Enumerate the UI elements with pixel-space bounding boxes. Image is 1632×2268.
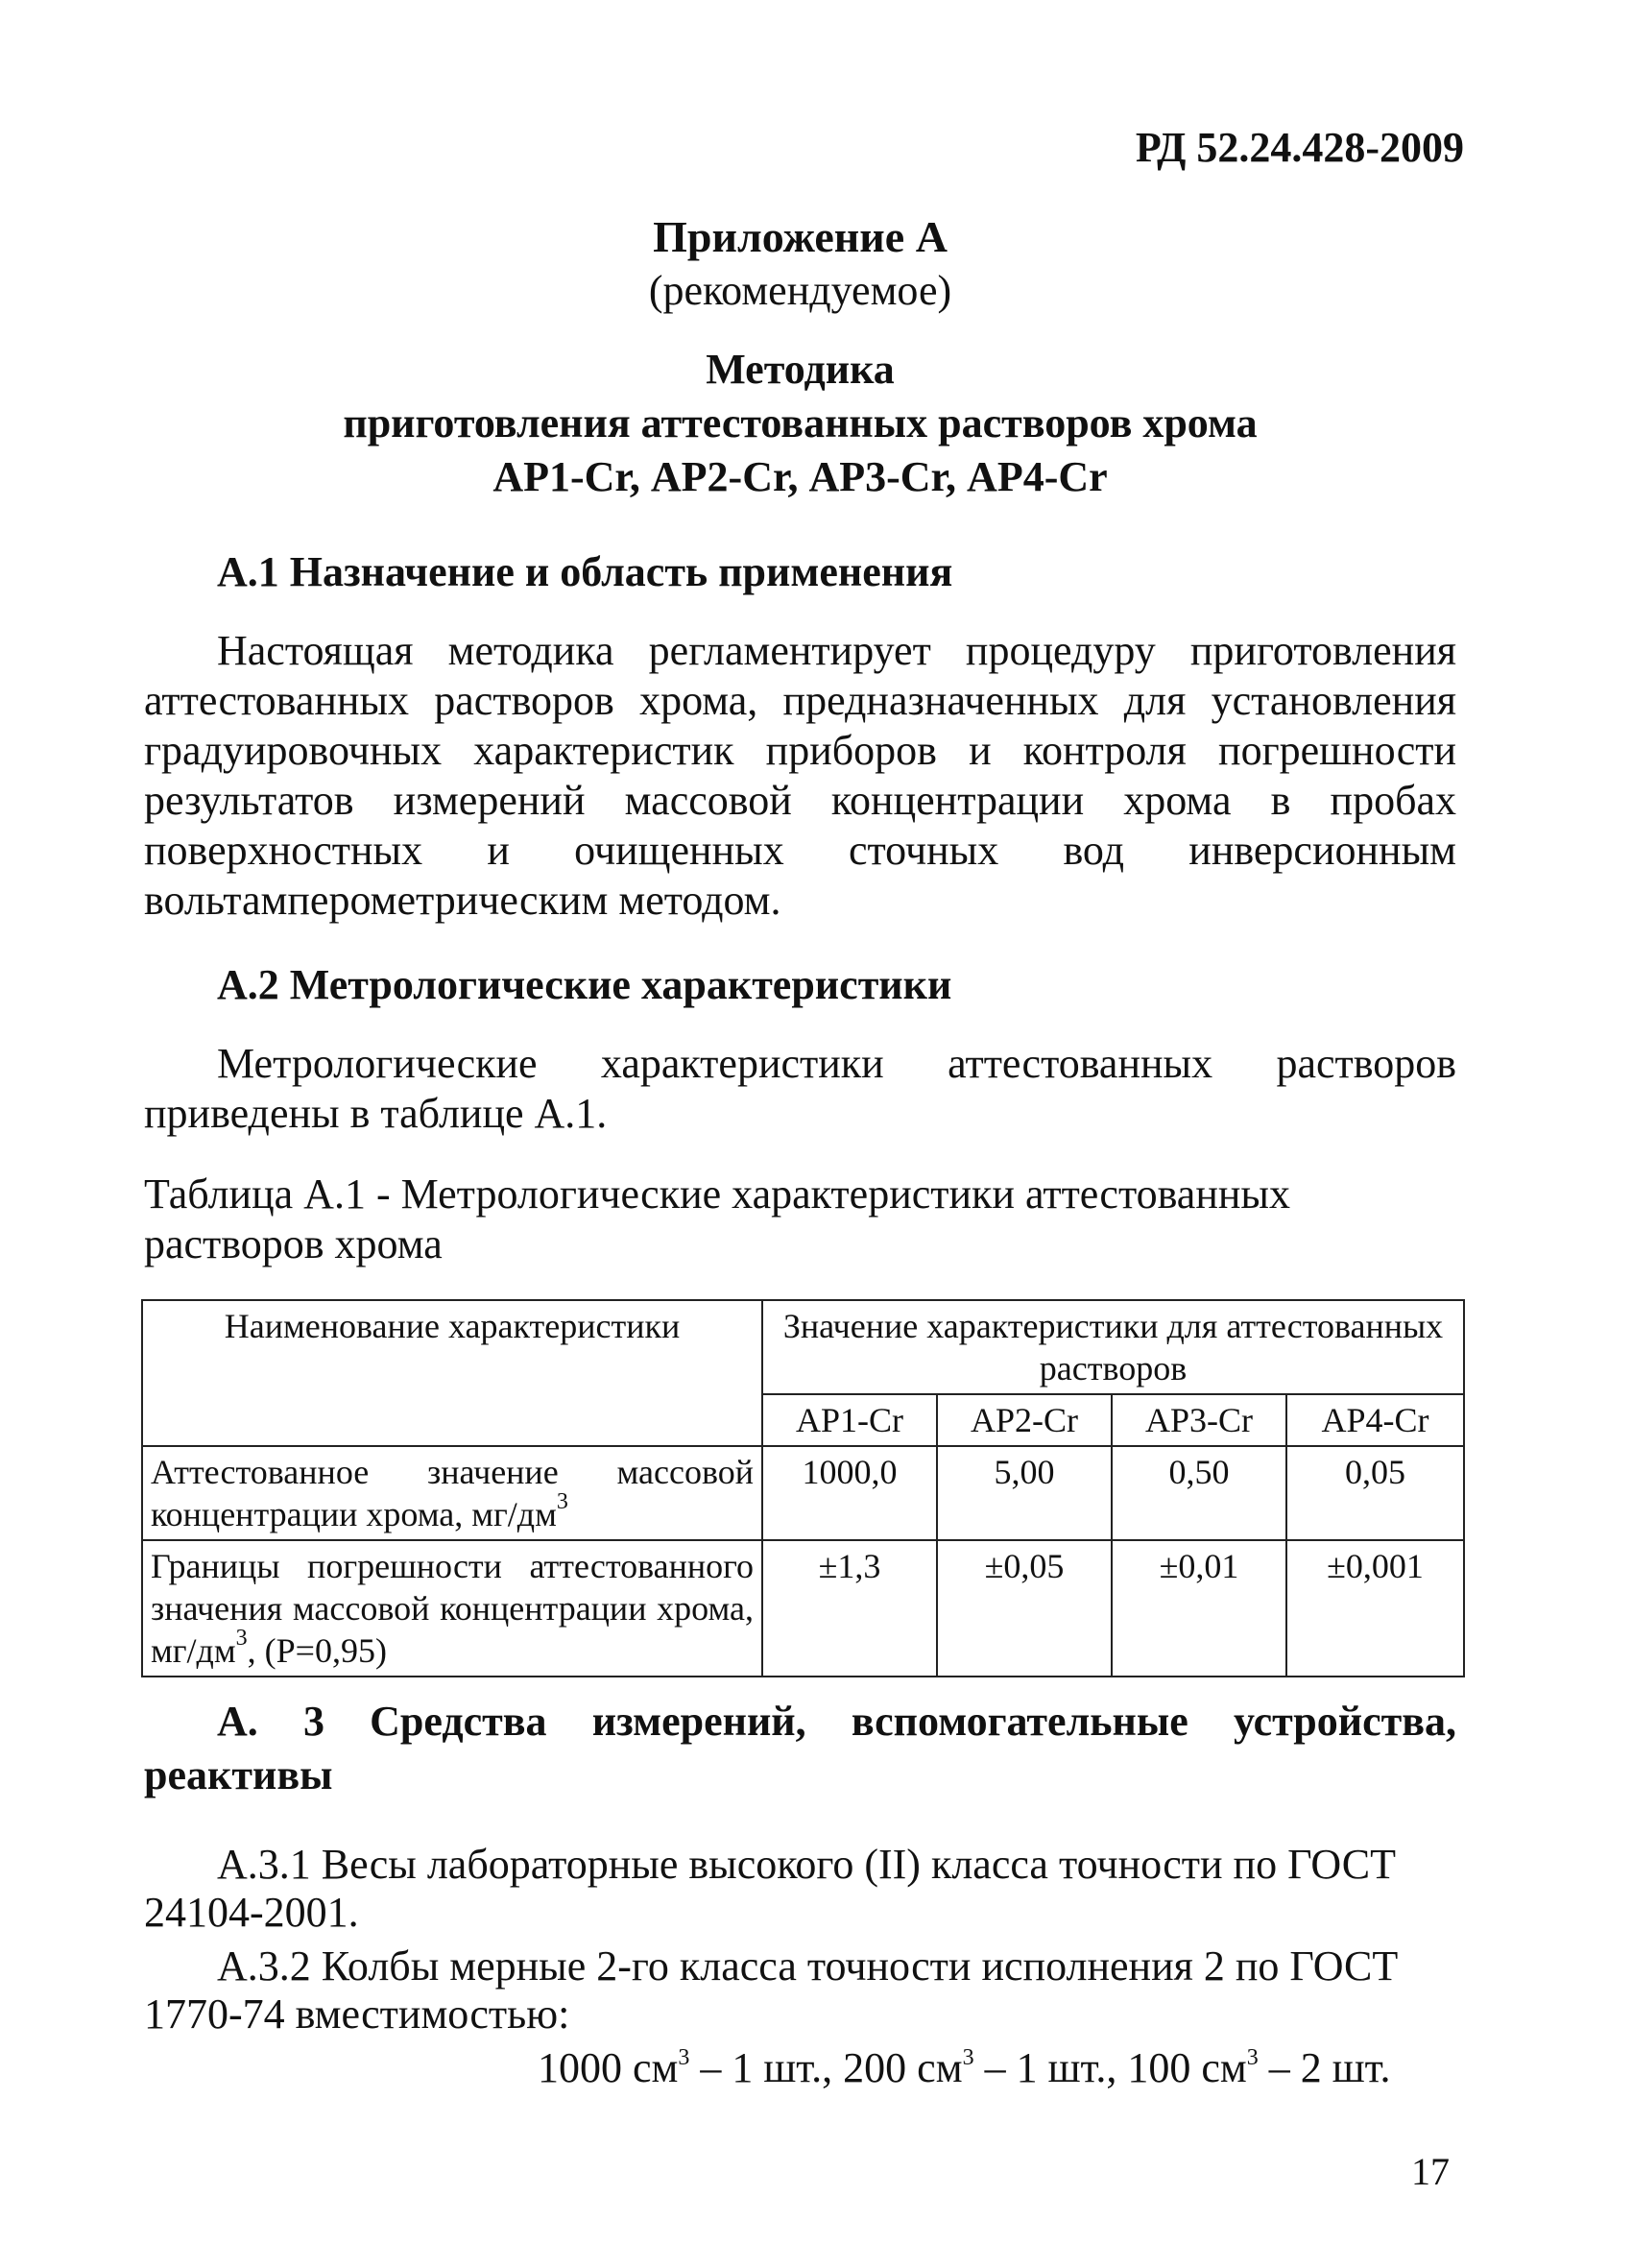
row-label-certified-value: Аттестованное значение массовой концентрации хрома, $мг/дм^3$ (142, 1446, 762, 1540)
appendix-title: Приложение А (653, 212, 948, 261)
cell-value: 5,00 (937, 1446, 1112, 1540)
item-3-1 (144, 1841, 1456, 1937)
header-ap3: АР3-Cr (1112, 1394, 1286, 1446)
header-ap4: АР4-Cr (1286, 1394, 1464, 1446)
method-title-line-1: Методика (706, 346, 895, 393)
cell-value: ±1,3 (762, 1540, 937, 1677)
appendix-subtitle: (рекомендуемое) (648, 267, 952, 314)
section-1-heading: А.1 Назначение и область применения (217, 548, 953, 595)
metrology-table (141, 1299, 1465, 1677)
document-code: РД 52.24.428-2009 (1135, 124, 1464, 171)
item-3-1-text: А.3.1 Весы лабораторные высокого (II) класса точности по ГОСТ 24104-2001. (144, 1841, 1396, 1936)
table-caption: Таблица А.1 - Метрологические характеристики аттестованных растворов хрома (144, 1170, 1290, 1267)
volume-list: 1000 $см^3 - 1$ шт., 200 $см^3 - 1$ шт., 100 $см^3 - 2$ шт. (538, 2044, 1391, 2091)
header-ap2: АР2-Cr (937, 1394, 1112, 1446)
method-title (144, 343, 1456, 504)
cell-value: ±0,01 (1112, 1540, 1286, 1677)
header-characteristic-name: Наименование характеристики (142, 1300, 762, 1446)
section-2-heading: А.2 Метрологические характеристики (217, 961, 952, 1008)
table-row (142, 1540, 1464, 1677)
section-3-heading: А. 3 Средства измерений, вспомогательные устройства, реактивы (144, 1698, 1456, 1798)
method-title-line-3: АР1-Cr, АР2-Cr, АР3-Cr, АР4-Cr (492, 453, 1108, 500)
table-row (142, 1446, 1464, 1540)
section-2-text: Метрологические характеристики аттестованных растворов приведены в таблице А.1. (144, 1040, 1456, 1137)
section-2-paragraph (144, 1039, 1456, 1139)
section-1-text: Настоящая методика регламентирует процедуру приготовления аттестованных растворов хрома, предназначенных для установления градуировочных характеристик приборов и контроля погрешности результатов измерений массовой концентрации хрома в пробах поверхностных и очищенных сточных вод инверсионным вольтамперометрическим методом. (144, 627, 1456, 924)
section-3-heading-block (144, 1695, 1456, 1802)
page-number: 17 (1411, 2150, 1450, 2193)
method-title-line-2: приготовления аттестованных растворов хрома (343, 399, 1258, 446)
cell-value: ±0,001 (1286, 1540, 1464, 1677)
cell-value: 0,50 (1112, 1446, 1286, 1540)
cell-value: ±0,05 (937, 1540, 1112, 1677)
header-ap1: АР1-Cr (762, 1394, 937, 1446)
section-1-paragraph (144, 626, 1456, 926)
cell-value: 1000,0 (762, 1446, 937, 1540)
item-3-2 (144, 1942, 1456, 2039)
header-characteristic-value: Значение характеристики для аттестованных растворов (762, 1300, 1464, 1394)
row-label-error-limits: Границы погрешности аттестованного значения массовой концентрации хрома, $мг/дм^3$, (Р=0,95) (142, 1540, 762, 1677)
item-3-2-text: А.3.2 Колбы мерные 2-го класса точности исполнения 2 по ГОСТ 1770-74 вместимостью: (144, 1942, 1399, 2038)
cell-value: 0,05 (1286, 1446, 1464, 1540)
